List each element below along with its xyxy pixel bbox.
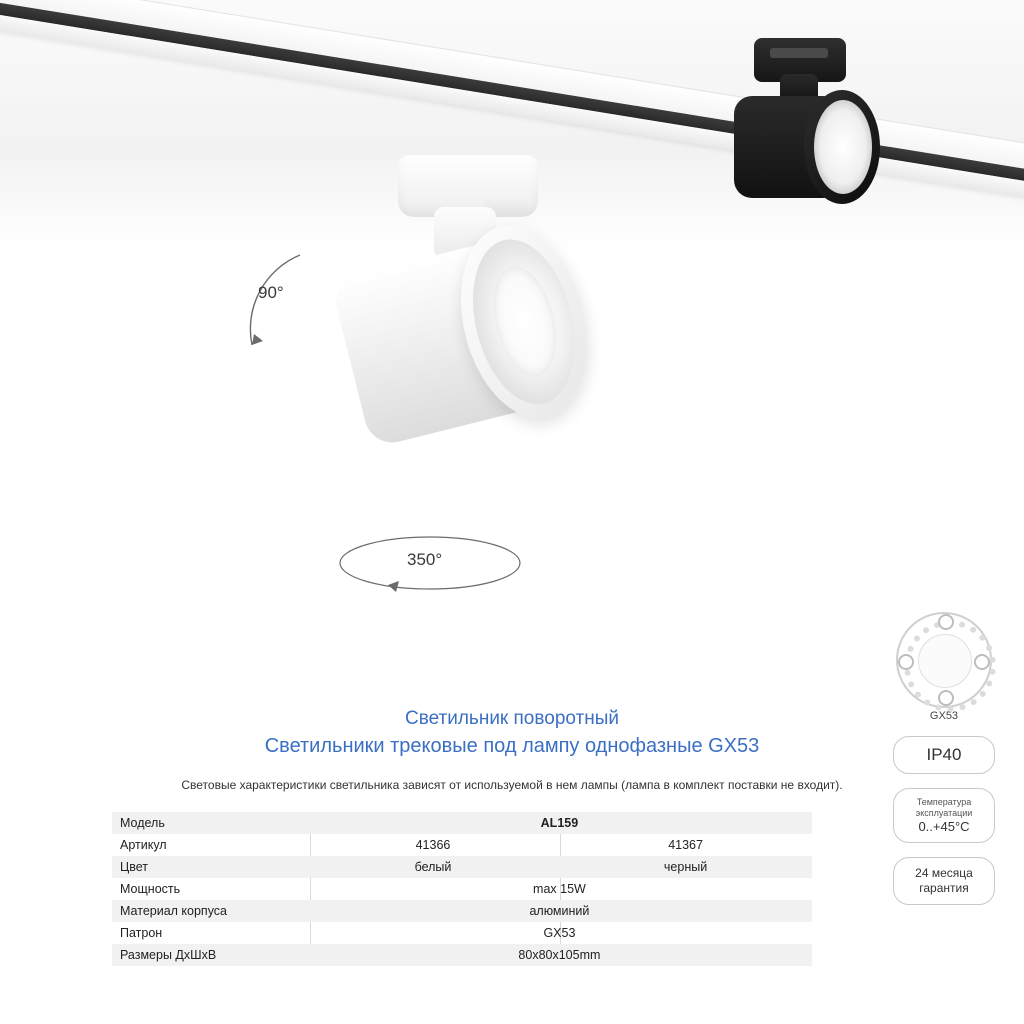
specifications-table (112, 812, 812, 966)
table-cell-label: Модель (112, 812, 307, 834)
table-row (112, 944, 812, 966)
table-cell-label: Материал корпуса (112, 900, 307, 922)
table-cell-value-black: черный (559, 856, 812, 878)
product-title-line1: Светильник поворотный (404, 708, 620, 729)
product-title-line2: Светильники трековые под лампу однофазные GX53 (264, 735, 760, 757)
table-row (112, 812, 812, 834)
warranty-line-2: гарантия (919, 881, 969, 895)
table-row (112, 878, 812, 900)
warranty-badge (893, 857, 995, 905)
socket-caption: GX53 (929, 710, 959, 722)
product-note: Световые характеристики светильника зависят от используемой в нем лампы (лампа в комплект поставки не входит). (181, 778, 843, 792)
socket-badge (896, 612, 992, 722)
table-cell-label: Артикул (120, 838, 167, 852)
table-cell-value-white: 41366 (415, 838, 451, 852)
table-row (112, 900, 812, 922)
table-cell-value: алюминий (307, 900, 812, 922)
rotation-angle-label: 350° (407, 550, 443, 569)
ip-rating-value: IP40 (926, 745, 962, 764)
temperature-badge (893, 788, 995, 843)
temperature-caption-2: эксплуатации (915, 808, 973, 818)
temperature-value: 0..+45°C (918, 819, 970, 834)
table-row (112, 856, 812, 878)
table-cell-label: Патрон (120, 926, 163, 940)
feature-badges (890, 612, 998, 905)
table-cell-value: max 15W (533, 882, 586, 896)
ip-rating-badge (893, 736, 995, 774)
table-cell-value: 80x80x105mm (307, 944, 812, 966)
table-cell-label: Мощность (120, 882, 181, 896)
tilt-arrow-icon (252, 334, 263, 345)
temperature-caption-1: Температура (916, 797, 972, 807)
gx53-socket-icon (896, 612, 992, 708)
table-cell-label: Размеры ДхШхВ (112, 944, 307, 966)
table-cell-value: GX53 (543, 926, 576, 940)
table-row (112, 834, 812, 856)
table-row (112, 922, 812, 944)
table-cell-value: AL159 (307, 812, 812, 834)
warranty-line-1: 24 месяца (915, 866, 973, 880)
table-cell-value-black: 41367 (668, 838, 703, 852)
table-cell-label: Цвет (112, 856, 307, 878)
table-cell-value-white: белый (307, 856, 559, 878)
tilt-angle-label: 90° (258, 283, 284, 302)
product-titles (0, 706, 1024, 760)
